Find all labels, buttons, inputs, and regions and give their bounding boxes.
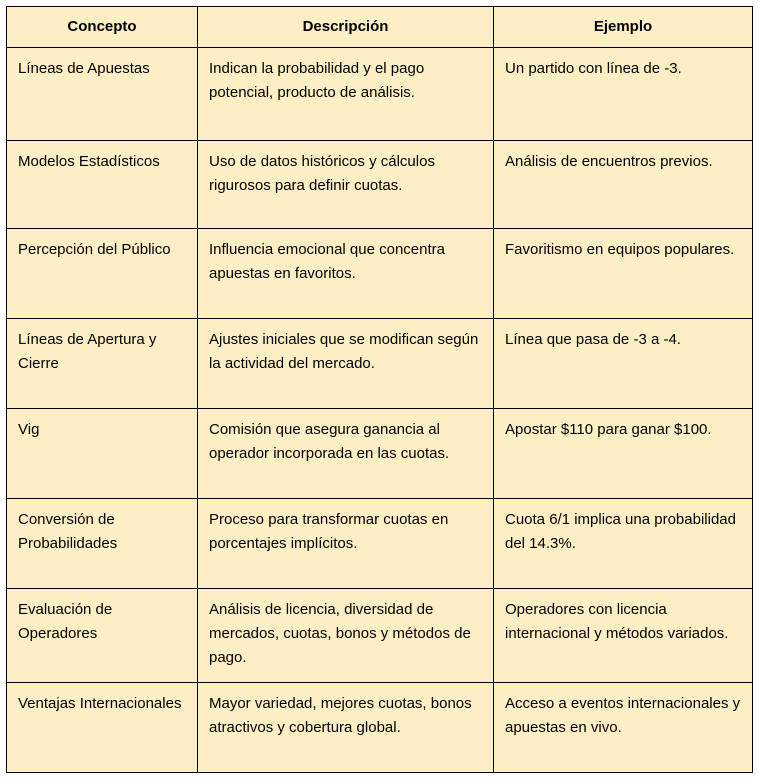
concepts-table [6,6,753,773]
table-row [7,319,753,409]
cell-descripcion: Mayor variedad, mejores cuotas, bonos atractivos y cobertura global. [198,683,494,773]
table-row [7,48,753,141]
table-row [7,589,753,683]
cell-concepto: Vig [7,409,198,499]
column-header-concepto: Concepto [7,7,198,48]
cell-concepto: Líneas de Apertura y Cierre [7,319,198,409]
cell-concepto: Evaluación de Operadores [7,589,198,683]
cell-ejemplo: Apostar $110 para ganar $100. [494,409,753,499]
cell-ejemplo: Análisis de encuentros previos. [494,141,753,229]
cell-concepto: Percepción del Público [7,229,198,319]
header-row [7,7,753,48]
table-row [7,409,753,499]
cell-ejemplo: Un partido con línea de -3. [494,48,753,141]
table-row [7,229,753,319]
cell-ejemplo: Operadores con licencia internacional y métodos variados. [494,589,753,683]
table-row [7,499,753,589]
cell-concepto: Modelos Estadísticos [7,141,198,229]
column-header-ejemplo: Ejemplo [494,7,753,48]
cell-descripcion: Indican la probabilidad y el pago potencial, producto de análisis. [198,48,494,141]
cell-descripcion: Ajustes iniciales que se modifican según la actividad del mercado. [198,319,494,409]
cell-descripcion: Influencia emocional que concentra apuestas en favoritos. [198,229,494,319]
cell-concepto: Ventajas Internacionales [7,683,198,773]
cell-ejemplo: Cuota 6/1 implica una probabilidad del 14.3%. [494,499,753,589]
cell-concepto: Líneas de Apuestas [7,48,198,141]
table-row [7,683,753,773]
table-row [7,141,753,229]
cell-ejemplo: Línea que pasa de -3 a -4. [494,319,753,409]
column-header-descripcion: Descripción [198,7,494,48]
cell-concepto: Conversión de Probabilidades [7,499,198,589]
cell-descripcion: Proceso para transformar cuotas en porcentajes implícitos. [198,499,494,589]
cell-descripcion: Uso de datos históricos y cálculos rigurosos para definir cuotas. [198,141,494,229]
cell-ejemplo: Acceso a eventos internacionales y apuestas en vivo. [494,683,753,773]
cell-descripcion: Análisis de licencia, diversidad de mercados, cuotas, bonos y métodos de pago. [198,589,494,683]
cell-ejemplo: Favoritismo en equipos populares. [494,229,753,319]
cell-descripcion: Comisión que asegura ganancia al operador incorporada en las cuotas. [198,409,494,499]
